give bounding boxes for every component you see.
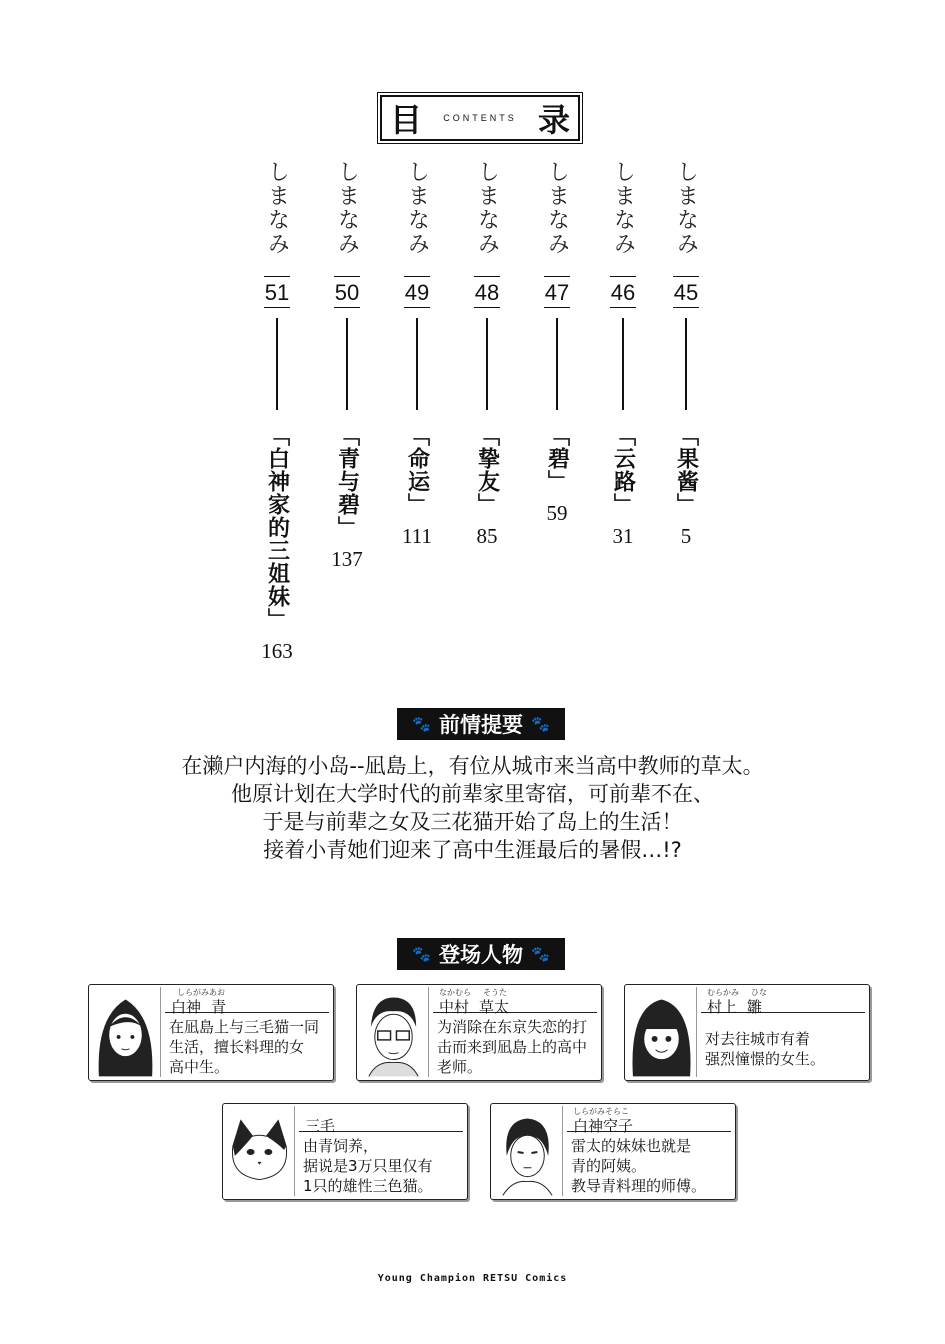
toc-entry-49[interactable] xyxy=(397,160,437,549)
toc-page-number: 59 xyxy=(546,501,568,525)
toc-series-title: しまなみ xyxy=(334,160,360,256)
character-description: 在凪島上与三毛猫一同 生活，擅长料理的女 高中生。 xyxy=(169,1018,320,1076)
character-given-name: 雛 xyxy=(747,998,763,1016)
character-portrait xyxy=(493,1106,563,1196)
toc-series-title: しまなみ xyxy=(673,160,699,256)
character-portrait xyxy=(627,987,697,1077)
character-description: 雷太的妹妹也就是 青的阿姨。 教导青料理的师傅。 xyxy=(571,1137,707,1195)
toc-chapter-number: 45 xyxy=(673,280,699,305)
summary-line: 接着小青她们迎来了高中生涯最后的暑假…!? xyxy=(263,838,682,862)
toc-page-number: 5 xyxy=(680,524,692,548)
character-name: 三毛 xyxy=(305,1117,336,1135)
character-furigana: しらがみ xyxy=(177,988,209,997)
publisher-footer: Young Champion RETSU Comics xyxy=(377,1273,568,1284)
summary-line: 在濑户内海的小岛--凪島上，有位从城市来当高中教师的草太。 xyxy=(181,754,764,778)
character-description: 由青饲养， 据说是3万只里仅有 1只的雄性三色猫。 xyxy=(303,1137,433,1195)
toc-chapter-title: 「云路」 xyxy=(610,424,636,516)
summary-banner xyxy=(397,708,565,740)
character-family-name: 村上 xyxy=(707,998,738,1016)
title-left-char: 目 xyxy=(390,101,423,139)
character-card-sorako[interactable] xyxy=(490,1103,736,1200)
man-with-glasses-icon xyxy=(359,987,428,1077)
toc-page-number: 31 xyxy=(612,524,634,548)
paw-icon: 🐾 xyxy=(531,945,550,963)
toc-chapter-number: 51 xyxy=(264,280,290,305)
character-furigana: そうた xyxy=(483,988,507,997)
woman-short-hair-portrait-icon xyxy=(493,1106,562,1196)
toc-chapter-title: 「挚友」 xyxy=(474,424,500,516)
character-card-ao[interactable] xyxy=(88,984,334,1081)
paw-icon: 🐾 xyxy=(412,715,431,733)
toc-series-title: しまなみ xyxy=(544,160,570,256)
toc-entry-46[interactable] xyxy=(603,160,643,549)
toc-chapter-number: 49 xyxy=(404,280,430,305)
characters-banner xyxy=(397,938,565,970)
paw-icon: 🐾 xyxy=(412,945,431,963)
summary-line: 他原计划在大学时代的前辈家里寄宿，可前辈不在、 xyxy=(231,782,714,806)
cat-portrait-icon xyxy=(225,1106,294,1196)
toc-page-number: 163 xyxy=(261,639,293,663)
toc-chapter-number: 46 xyxy=(610,280,636,305)
character-description: 为消除在东京失恋的打 击而来到凪島上的高中 老师。 xyxy=(437,1018,588,1076)
paw-icon: 🐾 xyxy=(531,715,550,733)
toc-chapter-number: 47 xyxy=(544,280,570,305)
toc-page-number: 137 xyxy=(331,547,363,571)
summary-heading: 前情提要 xyxy=(439,713,523,737)
character-furigana: あお xyxy=(209,988,225,997)
toc-entry-51[interactable] xyxy=(257,160,297,664)
toc-entry-45[interactable] xyxy=(666,160,706,549)
toc-chapter-title: 「果酱」 xyxy=(673,424,699,516)
character-portrait xyxy=(91,987,161,1077)
character-family-name: 白神 xyxy=(171,998,202,1016)
girl-bangs-portrait-icon xyxy=(627,987,696,1077)
toc-chapter-number: 48 xyxy=(474,280,500,305)
character-furigana: しらがみそらこ xyxy=(573,1107,629,1116)
character-card-mike[interactable] xyxy=(222,1103,468,1200)
toc-chapter-number: 50 xyxy=(334,280,360,305)
title-contents-label: CONTENTS xyxy=(443,113,517,123)
character-description: 对去往城市有着 强烈憧憬的女生。 xyxy=(705,1030,826,1068)
character-furigana: ひな xyxy=(751,988,767,997)
character-card-hina[interactable] xyxy=(624,984,870,1081)
toc-page-number: 111 xyxy=(402,524,432,548)
summary-line: 于是与前辈之女及三花猫开始了岛上的生活！ xyxy=(262,810,683,834)
character-card-souta[interactable] xyxy=(356,984,602,1081)
toc-entry-48[interactable] xyxy=(467,160,507,549)
character-portrait xyxy=(225,1106,295,1196)
summary-text xyxy=(90,752,855,864)
toc-chapter-title: 「碧」 xyxy=(544,424,570,493)
toc-page-number: 85 xyxy=(476,524,498,548)
toc-chapter-title: 「青与碧」 xyxy=(334,424,360,539)
character-given-name: 草太 xyxy=(479,998,510,1016)
toc-series-title: しまなみ xyxy=(474,160,500,256)
contents-title-box xyxy=(380,95,580,141)
characters-heading: 登场人物 xyxy=(439,943,523,967)
toc-entry-47[interactable] xyxy=(537,160,577,526)
character-family-name: 中村 xyxy=(439,998,470,1016)
toc-chapter-title: 「命运」 xyxy=(404,424,430,516)
character-furigana: なかむら xyxy=(439,988,471,997)
character-given-name: 青 xyxy=(211,998,227,1016)
character-portrait xyxy=(359,987,429,1077)
toc-series-title: しまなみ xyxy=(610,160,636,256)
toc-entry-50[interactable] xyxy=(327,160,367,572)
title-right-char: 录 xyxy=(537,101,570,139)
character-name: 白神空子 xyxy=(573,1117,634,1135)
girl-portrait-icon xyxy=(91,987,160,1077)
toc-chapter-title: 「白神家的三姐妹」 xyxy=(264,424,290,631)
toc-series-title: しまなみ xyxy=(404,160,430,256)
toc-series-title: しまなみ xyxy=(264,160,290,256)
character-furigana: むらかみ xyxy=(707,988,739,997)
